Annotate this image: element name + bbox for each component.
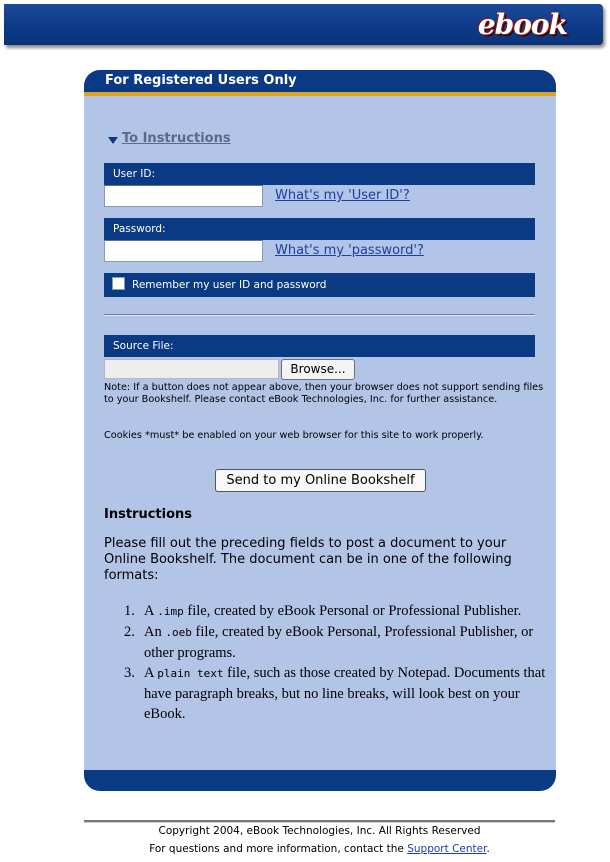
- password-input[interactable]: [104, 240, 263, 262]
- remember-label: Remember my user ID and password: [132, 279, 327, 291]
- password-help-link[interactable]: What's my 'password'?: [275, 243, 424, 258]
- instructions-intro: Please fill out the preceding fields to post a document to your Online Bookshelf. The document can be in one of the following formats:: [104, 536, 512, 583]
- upload-note: Note: If a button does not appear above, then your browser does not support sending files to your Bookshelf. Please contact eBook Technologies, Inc. for further assistance.: [104, 382, 544, 405]
- remember-row: [104, 273, 535, 297]
- list-item: 1. A .imp file, created by eBook Personal or Professional Publisher.: [124, 603, 522, 619]
- user-id-help-link[interactable]: What's my 'User ID'?: [275, 188, 410, 203]
- list-item: 3. A plain text file, such as those created by Notepad. Documents that have paragraph breaks, but no line breaks, will look best on your eBook.: [124, 665, 546, 722]
- contact-text: For questions and more information, contact the Support Center.: [149, 843, 490, 855]
- panel-footer-bar: [84, 770, 556, 791]
- cookies-note: Cookies *must* be enabled on your web browser for this site to work properly.: [104, 430, 484, 441]
- copyright-text: Copyright 2004, eBook Technologies, Inc. All Rights Reserved: [158, 825, 481, 837]
- top-banner: [4, 4, 603, 45]
- browse-button[interactable]: Browse...: [281, 359, 355, 380]
- instructions-link-label: To Instructions: [122, 131, 231, 146]
- ebook-logo[interactable]: ebook: [477, 8, 567, 41]
- instructions-link[interactable]: [108, 131, 231, 146]
- support-center-link[interactable]: Support Center: [407, 843, 487, 855]
- divider: [104, 314, 535, 316]
- send-to-bookshelf-button[interactable]: Send to my Online Bookshelf: [215, 469, 426, 492]
- remember-checkbox[interactable]: [112, 277, 125, 290]
- panel-title: For Registered Users Only: [84, 70, 556, 96]
- instructions-heading: Instructions: [104, 507, 193, 522]
- source-file-label: Source File:: [113, 340, 174, 352]
- password-label-bar: [104, 218, 535, 240]
- format-list: [124, 601, 549, 724]
- down-arrow-icon: [108, 137, 118, 144]
- user-id-input[interactable]: [104, 185, 263, 207]
- password-label: Password:: [113, 223, 166, 235]
- source-file-input[interactable]: [104, 359, 279, 379]
- login-panel: [84, 70, 556, 791]
- user-id-label-bar: [104, 163, 535, 185]
- source-file-label-bar: [104, 335, 535, 357]
- list-item: 2. An .oeb file, created by eBook Personal, Professional Publisher, or other programs.: [124, 624, 534, 661]
- footer-divider: [84, 820, 555, 823]
- user-id-label: User ID:: [113, 168, 155, 180]
